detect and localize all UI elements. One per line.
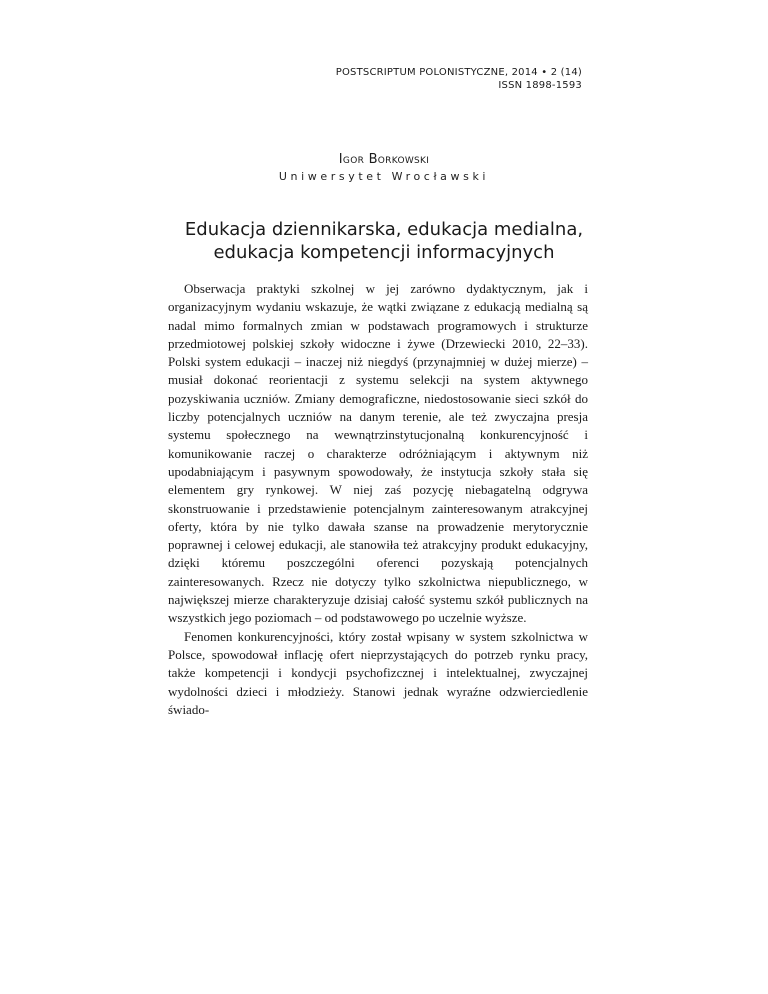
- article-body: [168, 280, 588, 719]
- author-block: [0, 152, 768, 184]
- body-paragraph: Fenomen konkurencyjności, który został wpisany w system szkolnictwa w Polsce, spowodował inflację ofert nieprzystających do potrzeb rynku pracy, także kompetencji i kondycji psychofizcznej i intelektualnej, zwyczajnej wydolności dzieci i młodzieży. Stanowi jednak wyraźne odzwierciedlenie świado-: [168, 628, 588, 717]
- article-title-line-2: edukacja kompetencji informacyjnych: [213, 242, 555, 263]
- running-header: [336, 66, 582, 92]
- author-name: Igor Borkowski: [338, 152, 430, 167]
- body-paragraph: Obserwacja praktyki szkolnej w jej zarówno dydaktycznym, jak i organizacyjnym wydaniu wskazuje, że wątki związane z edukacją medialną są nadal mimo formalnych zmian w podstawach programowych i strukturze przedmiotowej polskiej szkoły widoczne i żywe (Drzewiecki 2010, 22–33). Polski system edukacji – inaczej niż niegdyś (przynajmniej w dużej mierze) – musiał dokonać reorientacji z systemu selekcji na system aktywnego pozyskiwania uczniów. Zmiany demograficzne, niedostosowanie sieci szkół do liczby potencjalnych uczniów na danym terenie, ale też zwyczajna presja systemu społecznego na wewnątrzinstytucjonalną konkurencyjność i komunikowanie raczej o charakterze odróżniającym i aktywnym niż upodabniającym i pasywnym spowodowały, że instytucja szkoły stała się elementem gry rynkowej. W niej zaś pozycję niebagatelną odgrywa skonstruowanie i przedstawienie potencjalnym zainteresowanym atrakcyjnej oferty, która by nie tylko dawała szanse na prowadzenie merytorycznie poprawnej i celowej edukacji, ale stanowiła też atrakcyjny produkt edukacyjny, dzięki któremu poszczególni oferenci pozyskają potencjalnych zainteresowanych. Rzecz nie dotyczy tylko szkolnictwa niepublicznego, w największej mierze charakteryzuje dzisiaj całość systemu szkół publicznych na wszystkich jego poziomach – od podstawowego po uczelnie wyższe.: [168, 281, 588, 626]
- journal-citation: POSTSCRIPTUM POLONISTYCZNE, 2014 • 2 (14): [335, 67, 582, 78]
- author-affiliation: Uniwersytet Wrocławski: [278, 170, 490, 183]
- article-title-line-1: Edukacja dziennikarska, edukacja medialna,: [184, 219, 584, 240]
- issn-number: ISSN 1898-1593: [498, 80, 582, 91]
- article-title: [0, 218, 768, 264]
